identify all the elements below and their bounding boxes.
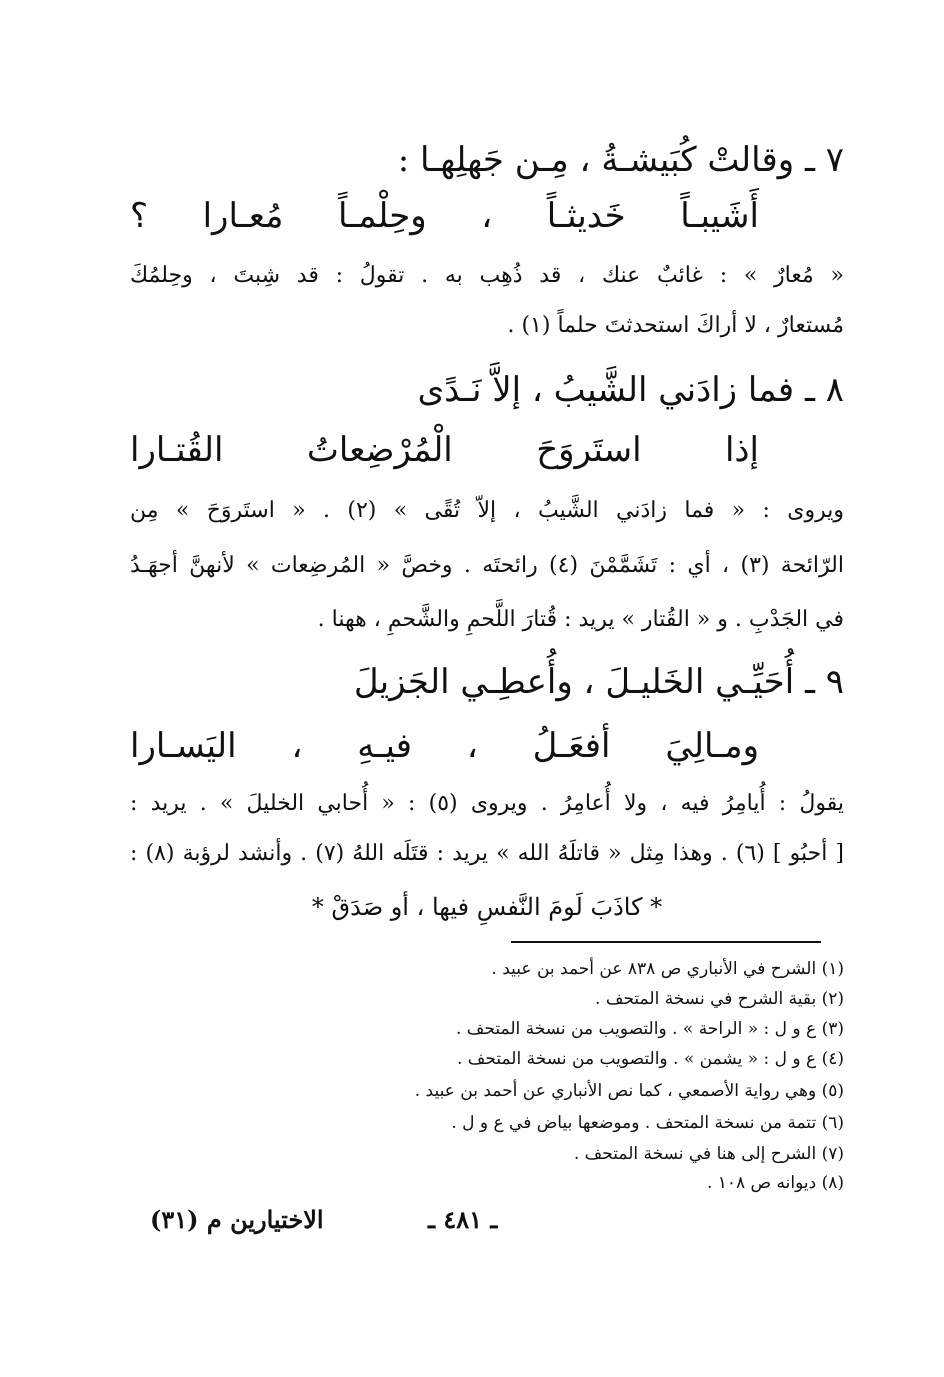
footnote-6: (٦) تتمة من نسخة المتحف . وموضعها بياض في ع و ل . <box>451 1113 844 1133</box>
footnote-3: (٣) ع و ل : « الراحة » . والتصويب من نسخة المتحف . <box>456 1019 844 1039</box>
commentary-7-line-1: « مُعارٌ » : غائبٌ عنك ، قد ذُهِب به . تقولُ : قد شِبتَ ، وحِلمُكَ <box>130 263 844 288</box>
verse-8-first-hemistich: ٨ ـ فما زادَني الشَّيبُ ، إلاَّ نَـدًى <box>417 370 844 410</box>
footnote-2: (٢) بقية الشرح في نسخة المتحف . <box>595 989 844 1009</box>
verse-9-first-hemistich: ٩ ـ أُحَيِّـي الخَليـلَ ، وأُعطِـي الجَزيلَ <box>353 662 844 702</box>
verse-9-second-hemistich: ومـالِيَ أفعَـلُ ، فيـهِ ، اليَسـارا <box>130 726 759 766</box>
footnote-8: (٨) ديوانه ص ١٠٨ . <box>706 1173 844 1193</box>
rajaz-quotation: * كاذَبَ لَومَ النَّفسِ فيها ، أو صَدَقْ * <box>311 893 663 921</box>
verse-7-second-hemistich: أَشَيبـاً خَديثـاً ، وحِلْمـاً مُعـارا ؟ <box>130 196 759 236</box>
commentary-8-line-2: الرّائحة (٣) ، أي : تَشَمَّمْنَ (٤) رائحتَه . وخصَّ « المُرضِعات » لأنهنَّ أجهَـدُ <box>130 553 844 578</box>
commentary-9-line-2: [ أحبُو ] (٦) . وهذا مِثل « قاتلَهُ الله » يريد : قتَلَه اللهُ (٧) . وأنشد لرؤبة (٨) : <box>130 841 844 866</box>
commentary-8-line-1: ويروى : « فما زادَني الشَّيبُ ، إلاّ تُقًى » (٢) . « استَروَحَ » مِن <box>130 498 844 523</box>
footnote-4: (٤) ع و ل : « يشمن » . والتصويب من نسخة المتحف . <box>456 1049 844 1069</box>
verse-8-second-hemistich: إذا استَروَحَ الْمُرْضِعاتُ القُتـارا <box>130 430 759 470</box>
commentary-9-line-1: يقولُ : أُيامِرُ فيه ، ولا أُعامِرُ . ويروى (٥) : « أُحابي الخليلَ » . يريد : <box>130 791 844 816</box>
commentary-8-line-3: في الجَدْبِ . و « القُتار » يريد : قُتارَ اللَّحمِ والشَّحمِ ، ههنا . <box>317 607 844 632</box>
signature-mark: الاختيارين م (٣١) <box>150 1205 324 1234</box>
footnote-separator <box>511 941 821 943</box>
footnote-1: (١) الشرح في الأنباري ص ٨٣٨ عن أحمد بن عبيد . <box>491 959 844 979</box>
page-number: ـ ٤٨١ ـ <box>428 1205 498 1234</box>
footnote-7: (٧) الشرح إلى هنا في نسخة المتحف . <box>573 1144 844 1164</box>
verse-7-first-hemistich: ٧ ـ وقالتْ كُبَيشـةُ ، مِـن جَهلِهـا : <box>397 140 844 180</box>
commentary-7-line-2: مُستعارٌ ، لا أراكَ استحدثتَ حلماً (١) . <box>507 313 844 338</box>
footnote-5: (٥) وهي رواية الأصمعي ، كما نص الأنباري عن أحمد بن عبيد . <box>414 1081 844 1101</box>
